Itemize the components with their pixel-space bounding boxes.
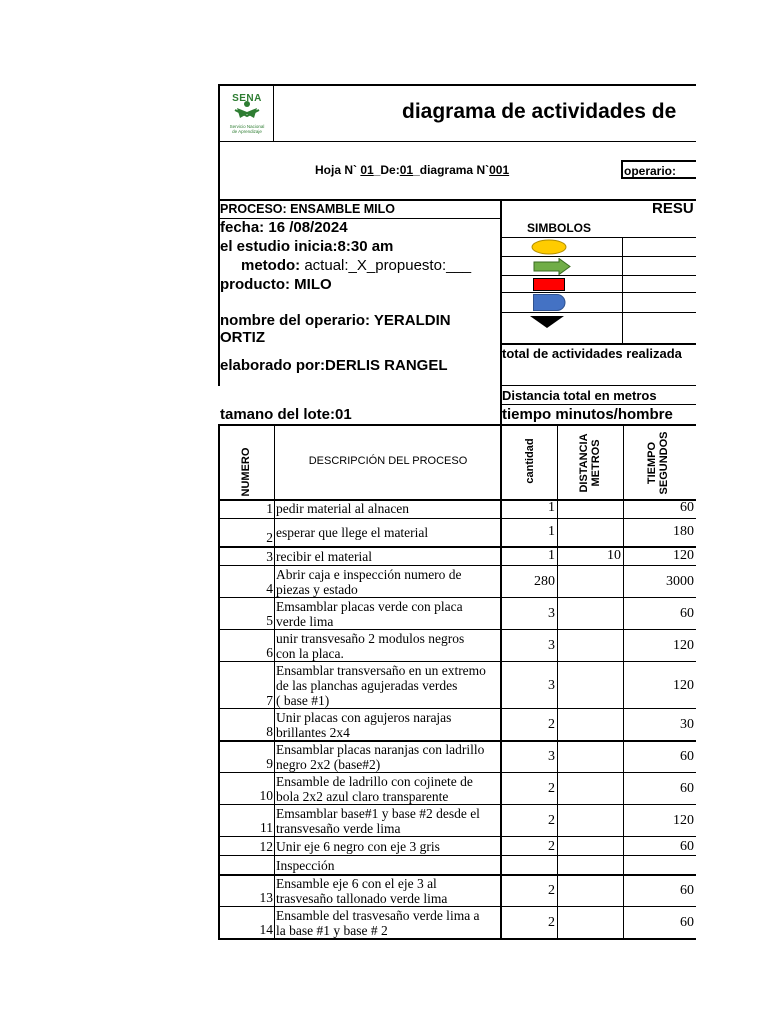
row-quantity: 3 (548, 678, 555, 693)
row-line-bottom (218, 938, 696, 940)
header-distancia (578, 423, 602, 503)
header-tiempo (646, 423, 670, 503)
inspection-square-icon (533, 278, 565, 291)
header-line-1 (218, 141, 696, 142)
row-description: pedir material al alnacen (276, 501, 410, 516)
row-number: 12 (259, 839, 273, 854)
elaborado-text: elaborado por:DERLIS RANGEL (220, 357, 448, 374)
header-distancia-1: DISTANCIA (578, 433, 590, 493)
row-time: 60 (680, 500, 694, 515)
sym-line-4 (500, 292, 696, 293)
row-description-line-1: Emsamblar placas verde con placa (276, 599, 463, 614)
row-description-line-2: piezas y estado (276, 582, 358, 597)
row-description-line-2: la base #1 y base # 2 (276, 923, 388, 938)
row-quantity: 2 (548, 915, 555, 930)
row-time: 120 (673, 813, 694, 828)
header-descripcion: DESCRIPCIÓN DEL PROCESO (308, 455, 468, 467)
operation-symbol-icon (531, 239, 567, 255)
sheet-info (315, 163, 509, 177)
row-line (218, 708, 696, 709)
row-description-line-1: Abrir caja e inspección numero de (276, 567, 462, 582)
row-quantity: 2 (548, 813, 555, 828)
row-quantity: 1 (548, 548, 555, 563)
row-number: 6 (266, 645, 273, 660)
row-line (218, 565, 696, 566)
header-tiempo-2: SEGUNDOS (658, 431, 670, 495)
header-line-2 (218, 199, 696, 201)
row-description-line-1: Unir placas con agujeros narajas (276, 710, 452, 725)
row-description-line-3: ( base #1) (276, 693, 330, 708)
operador-line-2: ORTIZ (220, 329, 265, 346)
row-number: 8 (266, 724, 273, 739)
row-number: 3 (266, 549, 273, 564)
row-quantity: 2 (548, 883, 555, 898)
storage-triangle-icon (529, 315, 565, 329)
fecha-text: fecha: 16 /08/2024 (220, 219, 348, 236)
row-quantity: 2 (548, 717, 555, 732)
diagrama-prefix: _diagrama N` (413, 163, 490, 177)
row-quantity: 3 (548, 749, 555, 764)
sum-line-1 (500, 385, 696, 386)
row-quantity: 2 (548, 781, 555, 796)
process-label: PROCESO: ENSAMBLE MILO (220, 202, 396, 216)
table-header-top (218, 424, 696, 426)
row-time: 60 (680, 915, 694, 930)
row-line (218, 518, 696, 519)
row-time: 60 (680, 839, 694, 854)
row-quantity: 3 (548, 638, 555, 653)
row-description: esperar que llege el material (276, 525, 429, 540)
producto-value: MILO (289, 276, 332, 293)
row-distance: 10 (607, 548, 621, 563)
de-prefix: _De: (373, 163, 400, 177)
row-quantity: 3 (548, 606, 555, 621)
hoja-number: 01 (360, 163, 374, 177)
row-time: 60 (680, 883, 694, 898)
row-quantity: 1 (548, 500, 555, 515)
row-line (218, 629, 696, 630)
operador-line-1: nombre del operario: YERALDIN (220, 312, 451, 329)
row-time: 180 (673, 524, 694, 539)
transport-arrow-icon (533, 258, 571, 275)
sym-line-2 (500, 256, 696, 257)
row-description-line-1: Emsamblar base#1 y base #2 desde el (276, 806, 480, 821)
diagrama-number: 001 (489, 163, 510, 177)
row-number: 4 (266, 581, 273, 596)
row-description-line-2: de las planchas agujeradas verdes (276, 678, 458, 693)
producto-label: producto: (220, 276, 290, 293)
row-quantity: 1 (548, 524, 555, 539)
row-line (218, 661, 696, 662)
lote-text: tamano del lote:01 (220, 406, 352, 423)
row-description-line-1: Ensamblar transversaño en un extremo (276, 663, 486, 678)
row-line (218, 597, 696, 598)
frame-top-line (218, 84, 696, 86)
row-description-line-1: Ensamblar placas naranjas con ladrillo (276, 742, 485, 757)
row-description-line-1: unir transvesaño 2 modulos negros (276, 631, 465, 646)
distancia-total-label: Distancia total en metros (502, 388, 657, 403)
metodo-text (241, 257, 471, 274)
sym-line-1 (500, 237, 696, 238)
row-description: recibir el material (276, 549, 372, 564)
metodo-value: actual:_X_propuesto:___ (300, 257, 472, 274)
row-number: 14 (259, 922, 273, 937)
row-quantity: 2 (548, 839, 555, 854)
row-time: 60 (680, 606, 694, 621)
resumen-label: RESU (652, 200, 694, 217)
sena-logo-subtitle-1: Servicio Nacional (229, 124, 265, 129)
row-description: Inspección (276, 858, 335, 873)
header-tiempo-1: TIEMPO (646, 441, 658, 485)
sym-line-5 (500, 312, 696, 313)
sena-logo-subtitle-2: de Aprendizaje (232, 129, 262, 134)
row-line (218, 804, 696, 805)
row-description-line-2: trasvesaño tallonado verde lima (276, 891, 448, 906)
sena-logo-text: SENA (232, 93, 262, 104)
row-time: 60 (680, 749, 694, 764)
row-description-line-2: brillantes 2x4 (276, 725, 350, 740)
producto-text (220, 276, 332, 293)
summary-mid-line (622, 237, 623, 343)
row-number: 13 (259, 890, 273, 905)
row-time: 120 (673, 638, 694, 653)
sum-line-2 (500, 404, 696, 405)
row-line (218, 836, 696, 837)
simbolos-label: SIMBOLOS (527, 221, 592, 235)
row-description-line-2: con la placa. (276, 646, 344, 661)
row-number: 11 (260, 820, 273, 835)
de-number: 01 (399, 163, 414, 177)
row-quantity: 280 (534, 574, 555, 589)
row-number: 9 (266, 756, 273, 771)
row-description-line-2: negro 2x2 (base#2) (276, 757, 381, 772)
row-description: Unir eje 6 negro con eje 3 gris (276, 839, 440, 854)
row-time: 30 (680, 717, 694, 732)
delay-d-shape-icon (533, 294, 567, 311)
row-number: 1 (266, 501, 273, 516)
row-description-line-2: bola 2x2 azul claro transparente (276, 789, 449, 804)
row-number: 10 (259, 788, 273, 803)
sena-logo (224, 90, 270, 138)
col-line-num (274, 425, 275, 940)
metodo-label: metodo: (241, 257, 301, 274)
header-cantidad: cantidad (524, 438, 536, 484)
header-distancia-2: METROS (590, 439, 602, 487)
row-description-line-1: Ensamble del trasvesaño verde lima a (276, 908, 480, 923)
row-time: 120 (673, 548, 694, 563)
header-numero: NUMERO (240, 447, 252, 497)
row-time: 60 (680, 781, 694, 796)
row-description-line-1: Ensamble eje 6 con el eje 3 al (276, 876, 437, 891)
row-number: 7 (266, 693, 273, 708)
row-number: 5 (266, 613, 273, 628)
inicio-text: el estudio inicia:8:30 am (220, 238, 394, 255)
row-time: 3000 (666, 574, 694, 589)
row-line (218, 855, 696, 856)
row-line (218, 772, 696, 773)
total-actividades-label: total de actividades realizada (502, 346, 682, 361)
sym-line-6 (500, 343, 696, 345)
logo-divider (273, 85, 274, 141)
sym-line-3 (500, 275, 696, 276)
col-line-qty (557, 425, 558, 940)
row-number: 2 (266, 530, 273, 545)
tiempo-label: tiempo minutos/hombre (502, 406, 673, 423)
page-title: diagrama de actividades de (402, 100, 677, 123)
row-time: 120 (673, 678, 694, 693)
row-description-line-1: Ensamble de ladrillo con cojinete de (276, 774, 473, 789)
hoja-prefix: Hoja N` (315, 163, 361, 177)
row-line (218, 906, 696, 907)
row-description-line-2: transvesaño verde lima (276, 821, 401, 836)
operario-label: operario: (624, 164, 677, 178)
row-description-line-2: verde lima (276, 614, 334, 629)
